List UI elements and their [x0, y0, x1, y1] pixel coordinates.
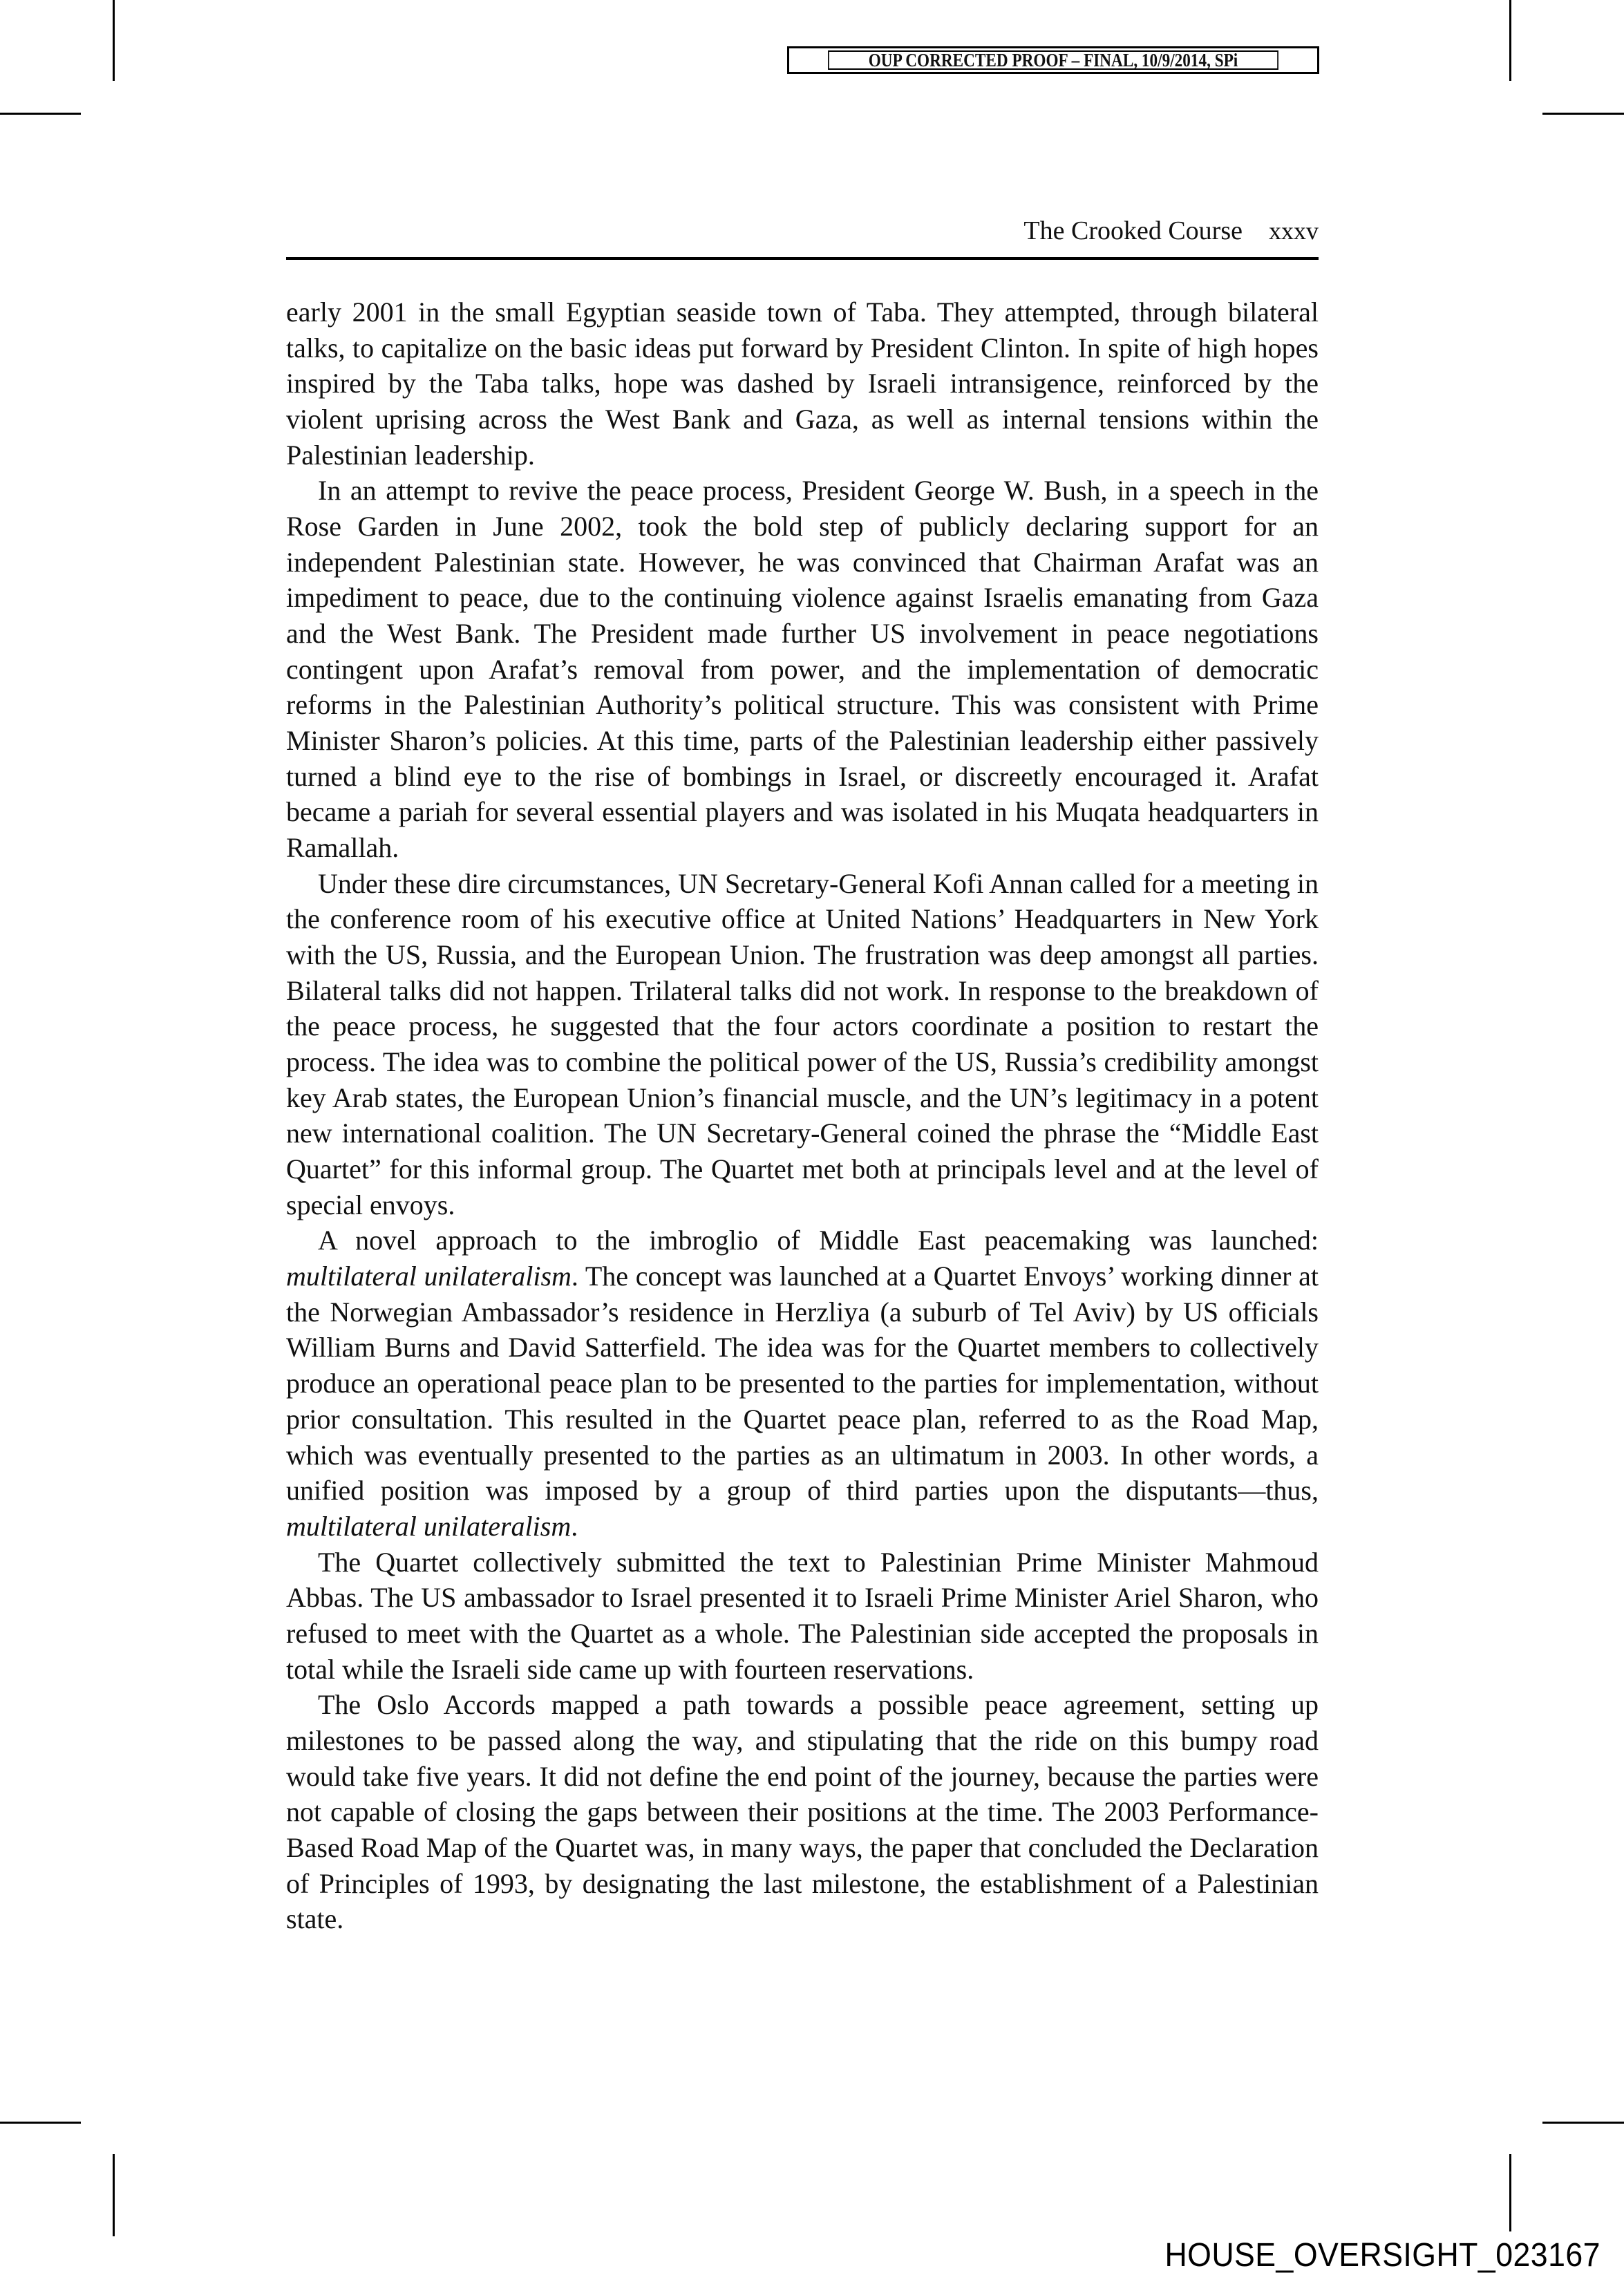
- proof-stamp: [787, 46, 1319, 74]
- paragraph-text: . The concept was launched at a Quartet Envoys’ working dinner at the Norwegian Ambassador’s residence in Herzliya (a suburb of Tel Aviv) by US officials William Burns and David Satterfield. The idea was for the Quartet members to collectively produce an operational peace plan to be presented to the parties for implementation, without prior consultation. This resulted in the Quartet peace plan, referred to as the Road Map, which was eventually presented to the parties as an ultimatum in 2003. In other words, a unified position was imposed by a group of third parties upon the disputants—thus,: [286, 1261, 1319, 1507]
- body-text: [286, 294, 1319, 1937]
- bates-number: HOUSE_OVERSIGHT_023167: [1164, 2237, 1601, 2274]
- page-number: xxxv: [1269, 217, 1319, 245]
- italic-term: multilateral unilateralism: [286, 1261, 572, 1292]
- paragraph-text: The Oslo Accords mapped a path towards a possible peace agreement, setting up milestones to be passed along the way, and stipulating that the ride on this bumpy road would take five years. It did not define the end point of the journey, because the parties were not capable of closing the gaps between their positions at the time. The 2003 Performance-Based Road Map of the Quartet was, in many ways, the paper that concluded the Declaration of Principles of 1993, by designating the last milestone, the establishment of a Palestinian state.: [286, 1689, 1319, 1935]
- paragraph-text: Under these dire circumstances, UN Secretary-General Kofi Annan called for a meeting in the conference room of his executive office at United Nations’ Headquarters in New York with the US, Russia, and the European Union. The frustration was deep amongst all parties. Bilateral talks did not happen. Trilateral talks did not work. In response to the breakdown of the peace process, he suggested that the four actors coordinate a position to restart the process. The idea was to combine the political power of the US, Russia’s credibility amongst key Arab states, the European Union’s financial muscle, and the UN’s legitimacy in a potent new international coalition. The UN Secretary-General coined the phrase the “Middle East Quartet” for this informal group. The Quartet met both at principals level and at the level of special envoys.: [286, 867, 1319, 1220]
- running-head-title: The Crooked Course: [1023, 216, 1243, 245]
- crop-mark-top-right-vertical: [1509, 0, 1511, 81]
- running-head: [286, 216, 1319, 250]
- paragraph-text: early 2001 in the small Egyptian seaside town of Taba. They attempted, through bilateral talks, to capitalize on the basic ideas put forward by President Clinton. In spite of high hopes inspired by the Taba talks, hope was dashed by Israeli intransigence, reinforced by the violent uprising across the West Bank and Gaza, as well as internal tensions within the Palestinian leadership.: [286, 296, 1319, 471]
- crop-mark-bottom-right-vertical: [1509, 2154, 1511, 2231]
- italic-term: multilateral unilateralism: [286, 1510, 572, 1542]
- crop-mark-bottom-right-horizontal: [1542, 2122, 1624, 2124]
- header-rule: [286, 257, 1319, 260]
- crop-mark-top-right-horizontal: [1542, 113, 1624, 115]
- paragraph: [286, 1545, 1319, 1688]
- paragraph-text: .: [571, 1510, 578, 1542]
- crop-mark-bottom-left-horizontal: [0, 2122, 81, 2124]
- crop-mark-top-left-vertical: [113, 0, 115, 81]
- paragraph: [286, 1687, 1319, 1937]
- crop-mark-top-left-horizontal: [0, 113, 81, 115]
- paragraph: [286, 866, 1319, 1223]
- paragraph-text: The Quartet collectively submitted the text to Palestinian Prime Minister Mahmoud Abbas. The US ambassador to Israel presented it to Israeli Prime Minister Ariel Sharon, who refused to meet with the Quartet as a whole. The Palestinian side accepted the proposals in total while the Israeli side came up with fourteen reservations.: [286, 1546, 1319, 1685]
- paragraph: [286, 1223, 1319, 1544]
- proof-stamp-label: OUP CORRECTED PROOF – FINAL, 10/9/2014, SPi: [828, 50, 1278, 70]
- paragraph-text: In an attempt to revive the peace process, President George W. Bush, in a speech in the Rose Garden in June 2002, took the bold step of publicly declaring support for an independent Palestinian state. However, he was convinced that Chairman Arafat was an impediment to peace, due to the continuing violence against Israelis emanating from Gaza and the West Bank. The President made further US involvement in peace negotiations contingent upon Arafat’s removal from power, and the implementation of democratic reforms in the Palestinian Authority’s political structure. This was consistent with Prime Minister Sharon’s policies. At this time, parts of the Palestinian leadership either passively turned a blind eye to the rise of bombings in Israel, or discreetly encouraged it. Arafat became a pariah for several essential players and was isolated in his Muqata headquarters in Ramallah.: [286, 475, 1319, 864]
- paragraph: [286, 473, 1319, 865]
- crop-mark-bottom-left-vertical: [113, 2154, 115, 2236]
- paragraph: [286, 294, 1319, 473]
- paragraph-text: A novel approach to the imbroglio of Middle East peacemaking was launched:: [318, 1225, 1319, 1256]
